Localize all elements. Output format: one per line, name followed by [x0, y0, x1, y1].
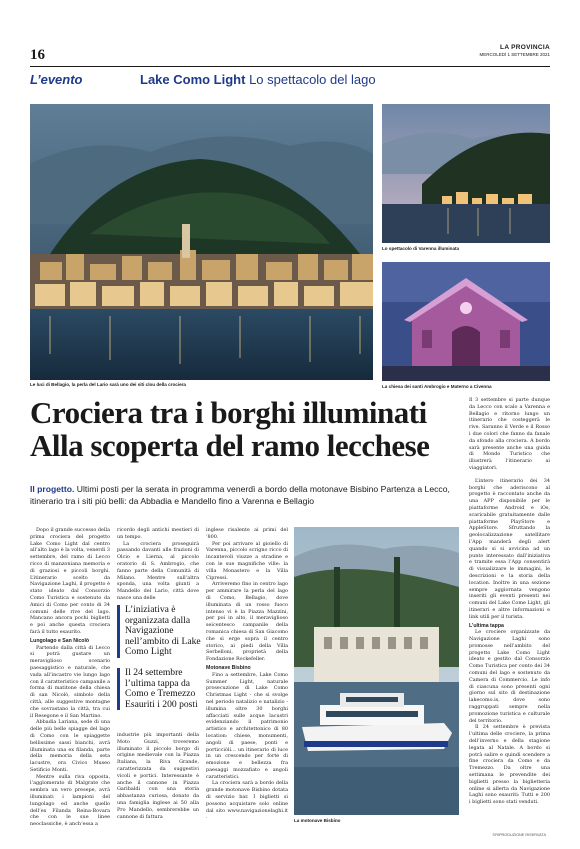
bellagio-photo [30, 104, 373, 380]
deck-label: Il progetto. [30, 484, 75, 494]
copyright-credit: ©RIPRODUZIONE RISERVATA [492, 833, 546, 837]
subhead-lungolago: Lungolago e San Nicolò [30, 637, 90, 644]
paragraph: Abbadia Lariana, sede di una delle più belle spiagge del lago di Como con le spiaggette bellissime sassi bianchi, avrà illuminata una ex filanda, parte della memoria della seta lacustre, ora Civico Museo Setificio Monti. [30, 719, 110, 773]
section-title-bold: Lake Como Light [140, 71, 246, 87]
paragraph: Mentre sulla riva opposta, l’agglomerato di Malgrate che sembra un vero presepe, avrà illuminati i lampioni del lungolago ed anche quello dell’ex Filanda Reina-Bovara che con le sue linee neoclassiche, è anch’essa a [30, 773, 110, 828]
section-title [140, 69, 376, 87]
section-bar [30, 66, 550, 88]
page-number: 16 [30, 47, 45, 63]
subhead-motonave: Motonave Bisbino [206, 664, 251, 671]
varenna-photo [382, 104, 550, 243]
column-1 [30, 527, 110, 829]
section-label: L’evento [30, 71, 83, 87]
paragraph: Arriveremo fino in centro lago per ammirare la perla del lago di Como, Bellagio, dove illuminata di un rosso fuoco intenso vi è la Piazza Mazzini, per poi in alto, il meraviglioso seicentesco campanile della romanica chiesa di San Giacomo che si erge sopra il centro storico, ai piedi della Villa Serbelloni, proprietà della Fondazione Rockefeller. [206, 581, 288, 663]
headline-line-1: Crociera tra i borghi illuminati [30, 395, 427, 430]
column-2-bottom [117, 732, 199, 830]
masthead [479, 44, 550, 57]
headline-line-2: Alla scoperta del ramo lecchese [30, 428, 430, 463]
boat-photo [294, 527, 459, 815]
headline [30, 396, 450, 462]
church-caption: La chiesa dei santi Ambrogio e Materno a Civenna [382, 384, 492, 389]
section-title-rest: Lo spettacolo del lago [249, 71, 376, 87]
paragraph: Il 24 settembre è prevista l’ultima delle crociere, la prima dell’inverno e della stagione legata al Natale. A bordo si potrà salire e quindi scendere a fine crociera da Como e da Tremezzo. Da oltre una settimana le prevendite dei biglietti presso la biglietteria online si allerta da Navigazione Laghi sono esauriti: Tutti e 200 i biglietti sono stati venduti. [469, 724, 550, 806]
paragraph: Dopo il grande successo della prima crociera del progetto Lake Como Light dal centro all’alto lago è la volta, venerdì 3 settembre, del ramo di Lecco ricco di manzoniana memoria e di graziosi e piccoli borghi. L’itinerario scelto da Navigazione Laghi, il progetto è stato ideato dal Consorzio Como Turistica e sostenuto da Amici di Como per conto di 34 comuni delle rive del lago. Mancano ancora pochi biglietti e poi anche questa crociera farà il tutto esaurito. [30, 527, 110, 635]
masthead-date: MERCOLEDÌ 1 SETTEMBRE 2021 [479, 52, 550, 57]
paragraph: Partendo dalla città di Lecco si potrà gustare un meraviglioso scenario paesaggistico e naturale, che vada all’incastro vie lungo lago con il caratteristico campanile a forma di matitone della chiesa di san Nicolò, simbolo della città, alle suggestive montagne che sovrastano la città, tra cui il Resegone e il San Martino. [30, 644, 110, 719]
paragraph: Per poi arrivare al gioiello di Varenna, piccolo scrigno ricco di incantevoli viuzze a stradine e con le sue magnifiche ville: la villa Monastero e la Villa Cipressi. [206, 540, 288, 581]
paragraph: inglese risalente ai primi del ’800. [206, 527, 288, 540]
paragraph: La crociera proseguirà passando davanti alle frazioni di Olcio e Lierna, al piccolo oratorio di S. Ambrogio, che fanno parte della Comunità di Milano. Mentre sull’altra sponda, una volta giunti a Mandello del Lario, città dove nasce una delle [117, 540, 199, 601]
paragraph: L’intero itinerario dei 34 borghi che aderiscono al progetto è raccontato anche da una APP disponibile per le piattaforme Android e iOs, scaricabile gratuitamente dalle piattaforme PlayStore e AppleStore. Sfruttando la geolocalizzazione satellitare l’App manderà degli alert quando si si avvicina ad un punto interessato dall’iniziativa e tramite essa l’App consentirà di visualizzare le immagini, le descrizioni e la storia della location. Inoltre in una sezione sempre aggiornata vengono inseriti gli eventi presenti nei comuni del Lake Come Light, gli itinerari e altre informazioni e link utili per il turista. [469, 477, 550, 620]
boat-caption: La motonave Bisbino [294, 818, 341, 823]
pull-quote-1: L’iniziativa è organizzata dalla Navigazione nell’ambito di Lake Como Light [117, 605, 201, 658]
paragraph: industrie più importanti della Moto Guzzi, troveremo illuminato il piccolo borgo di origine medievale con la Piazza Italiana, la Riva Grande, caratterizzata da suggestivi vicoli e portici. Interessante è anche il cannone in Piazza Garibaldi con una storia abbastanza curiosa, donato da una famiglia inglese ai 50 alla Pro Mandello, sembrerebbe un cannone di fattura [117, 732, 199, 820]
column-2-top [117, 527, 199, 601]
column-4 [469, 397, 550, 829]
deck [30, 484, 460, 507]
varenna-caption: Lo spettacolo di Varenna illuminata [382, 246, 460, 251]
church-photo [382, 262, 550, 381]
bellagio-caption: Le luci di Bellagio, la perla del Lario sarà uno dei siti clou della crociera [30, 382, 186, 387]
paragraph: Le crociere organizzate da Navigazione Laghi sono promosse nell’ambito del progetto Lake Como Light ideato e gestito dal Consorzio Como Turistica per conto dei 34 comuni del lago e sostenuto da Camera di Commercio. Le info di ciascuna sono presenti ogni giorno sul sito di destinazione lakecomo.is, dove sono raggruppati sempre nella promozione turistica e culturale del territorio. [469, 629, 550, 724]
column-3 [206, 527, 288, 829]
pull-quote-2: Il 24 settembre l’ultima tappa da Como e Tremezzo Esauriti i 200 posti [117, 668, 201, 710]
subhead-ultima-tappa: L’ultima tappa [469, 622, 504, 629]
paragraph: ricordo degli antichi mestieri di un tempo. [117, 527, 199, 540]
paragraph: La crociera sarà a bordo della grande motonave Bisbino dotata di servizio bar. I biglietti si possono acquistare solo online dal sito www.navigazionelaghi.it . [206, 780, 288, 821]
paragraph: Il 3 settembre si parte dunque da Lecco con scalo a Varenna e Bellagio e ritorno lungo un itinerario che costeggerà le rive. Saranno il Verde e il Rosso i due colori che fanno da fanale da sfondo alla crociera. A bordo sarà presente anche una guida di Mondo Turistico che illustrerà l’itinerario ai viaggiatori. [469, 397, 550, 471]
deck-text: Ultimi posti per la serata in programma venerdì a bordo della motonave Bisbino Partenza a Lecco, itinerario tra i siti più belli: da Abbadia e Mandello fino a Varenna e Bellagio [30, 484, 450, 506]
paragraph: Fino a settembre, Lake Como Summer Light, naturale prosecuzione di Lake Como Christmas Light - che si svolge nel periodo natalizio e natalizio - illumina oltre 30 borghi affacciati sulle acque lacustri evidenziando il patrimonio artistico e architettonico di 80 location: chiese, monumenti, angoli di paese, ponti e porticciòli… un itinerario di luce in un crescendo per forte di emozione e bellezza fra paesaggi mozzafiato e angoli caratteristici. [206, 671, 288, 780]
masthead-title: LA PROVINCIA [500, 44, 550, 51]
